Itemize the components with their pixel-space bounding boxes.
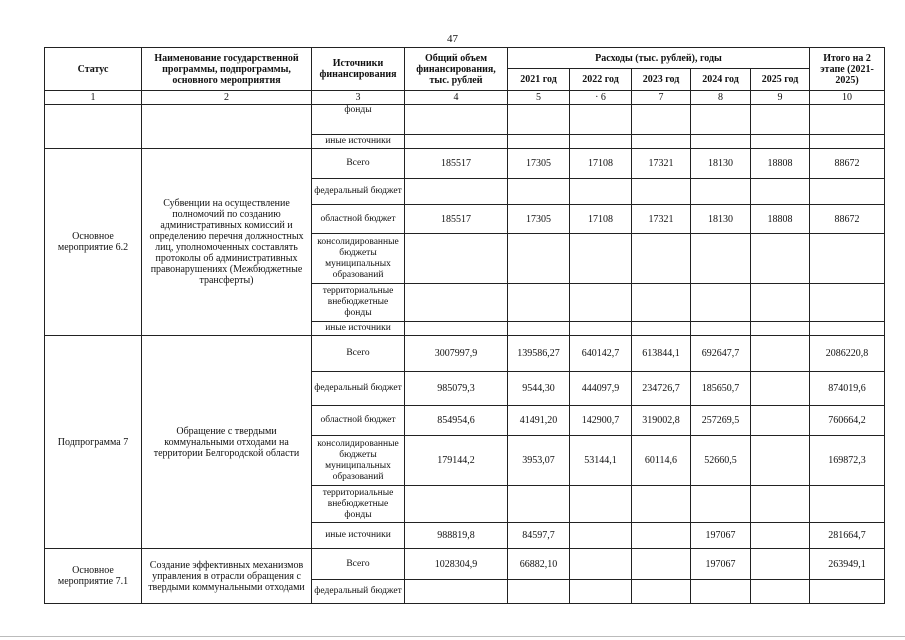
- source-cell: федеральный бюджет: [312, 179, 405, 205]
- value-cell: [405, 580, 508, 604]
- value-cell: 18130: [691, 205, 751, 234]
- value-cell: [570, 486, 632, 523]
- source-cell: Всего: [312, 149, 405, 179]
- value-cell: [632, 135, 691, 149]
- value-cell: 640142,7: [570, 336, 632, 372]
- source-cell: областной бюджет: [312, 205, 405, 234]
- value-cell: 319002,8: [632, 406, 691, 436]
- name-cell: [142, 105, 312, 149]
- column-number: 4: [405, 91, 508, 105]
- value-cell: [570, 105, 632, 135]
- value-cell: 854954,6: [405, 406, 508, 436]
- value-cell: 17321: [632, 149, 691, 179]
- value-cell: [751, 486, 810, 523]
- header-status: Статус: [45, 48, 142, 91]
- source-cell: федеральный бюджет: [312, 372, 405, 406]
- value-cell: [632, 523, 691, 549]
- value-cell: 60114,6: [632, 436, 691, 486]
- header-year: 2023 год: [632, 69, 691, 91]
- value-cell: 185650,7: [691, 372, 751, 406]
- header-year: 2022 год: [570, 69, 632, 91]
- value-cell: [632, 549, 691, 580]
- value-cell: 18130: [691, 149, 751, 179]
- value-cell: 234726,7: [632, 372, 691, 406]
- header-year: 2021 год: [508, 69, 570, 91]
- value-cell: 988819,8: [405, 523, 508, 549]
- header-name: Наименование государственной программы, подпрограммы, основного мероприятия: [142, 48, 312, 91]
- value-cell: [751, 406, 810, 436]
- column-number: 10: [810, 91, 885, 105]
- page-number: 47: [447, 33, 458, 45]
- value-cell: 263949,1: [810, 549, 885, 580]
- value-cell: [751, 336, 810, 372]
- source-cell: иные источники: [312, 135, 405, 149]
- value-cell: 88672: [810, 149, 885, 179]
- value-cell: 169872,3: [810, 436, 885, 486]
- value-cell: [751, 523, 810, 549]
- value-cell: [405, 105, 508, 135]
- value-cell: [810, 105, 885, 135]
- value-cell: [632, 322, 691, 336]
- value-cell: 66882,10: [508, 549, 570, 580]
- value-cell: 139586,27: [508, 336, 570, 372]
- value-cell: [570, 549, 632, 580]
- source-cell: федеральный бюджет: [312, 580, 405, 604]
- column-number: 5: [508, 91, 570, 105]
- value-cell: 84597,7: [508, 523, 570, 549]
- value-cell: 53144,1: [570, 436, 632, 486]
- value-cell: [751, 580, 810, 604]
- value-cell: [570, 322, 632, 336]
- value-cell: [405, 322, 508, 336]
- value-cell: 17108: [570, 205, 632, 234]
- value-cell: 3007997,9: [405, 336, 508, 372]
- value-cell: [691, 486, 751, 523]
- value-cell: [751, 549, 810, 580]
- status-cell: Основное мероприятие 6.2: [45, 149, 142, 336]
- value-cell: 88672: [810, 205, 885, 234]
- value-cell: 613844,1: [632, 336, 691, 372]
- value-cell: 2086220,8: [810, 336, 885, 372]
- name-cell: Создание эффективных механизмов управления в отрасли обращения с твердыми коммунальными отходами: [142, 549, 312, 604]
- value-cell: [508, 179, 570, 205]
- header-expenses-group: Расходы (тыс. рублей), годы: [508, 48, 810, 69]
- value-cell: [691, 135, 751, 149]
- source-cell: Всего: [312, 549, 405, 580]
- value-cell: 17305: [508, 149, 570, 179]
- value-cell: 18808: [751, 149, 810, 179]
- value-cell: [691, 234, 751, 284]
- table-row: [45, 336, 885, 372]
- value-cell: [570, 234, 632, 284]
- value-cell: 17108: [570, 149, 632, 179]
- value-cell: [810, 234, 885, 284]
- value-cell: 257269,5: [691, 406, 751, 436]
- value-cell: 185517: [405, 149, 508, 179]
- source-cell: территориальные внебюджетные фонды: [312, 486, 405, 523]
- column-number: 1: [45, 91, 142, 105]
- value-cell: 281664,7: [810, 523, 885, 549]
- value-cell: 9544,30: [508, 372, 570, 406]
- value-cell: [508, 580, 570, 604]
- value-cell: [570, 523, 632, 549]
- value-cell: [751, 135, 810, 149]
- header-year: 2025 год: [751, 69, 810, 91]
- value-cell: 52660,5: [691, 436, 751, 486]
- column-number: 3: [312, 91, 405, 105]
- value-cell: [508, 486, 570, 523]
- value-cell: 185517: [405, 205, 508, 234]
- column-number-row: [45, 91, 885, 105]
- header-itogo: Итого на 2 этапе (2021-2025): [810, 48, 885, 91]
- value-cell: [632, 234, 691, 284]
- value-cell: 197067: [691, 523, 751, 549]
- value-cell: [691, 179, 751, 205]
- value-cell: 197067: [691, 549, 751, 580]
- page-edge-divider: [0, 636, 905, 637]
- value-cell: [508, 322, 570, 336]
- name-cell: Обращение с твердыми коммунальными отходами на территории Белгородской области: [142, 336, 312, 549]
- value-cell: 1028304,9: [405, 549, 508, 580]
- value-cell: [751, 179, 810, 205]
- value-cell: [810, 284, 885, 322]
- source-cell: территориальные внебюджетные фонды: [312, 284, 405, 322]
- source-cell: иные источники: [312, 322, 405, 336]
- value-cell: [632, 105, 691, 135]
- value-cell: [691, 284, 751, 322]
- value-cell: [508, 105, 570, 135]
- status-cell: Основное мероприятие 7.1: [45, 549, 142, 604]
- value-cell: 41491,20: [508, 406, 570, 436]
- name-cell: Субвенции на осуществление полномочий по созданию административных комиссий и определению перечня должностных лиц, уполномоченных составлять протоколы об административных правонарушениях (Межбюджетные трансферты): [142, 149, 312, 336]
- status-cell: Подпрограмма 7: [45, 336, 142, 549]
- column-number: 9: [751, 91, 810, 105]
- source-cell: Всего: [312, 336, 405, 372]
- value-cell: [405, 284, 508, 322]
- column-number: 7: [632, 91, 691, 105]
- table-row: [45, 549, 885, 580]
- source-cell: областной бюджет: [312, 406, 405, 436]
- value-cell: [810, 486, 885, 523]
- value-cell: [751, 436, 810, 486]
- header-year: 2024 год: [691, 69, 751, 91]
- source-cell: фонды: [312, 105, 405, 135]
- value-cell: [810, 322, 885, 336]
- value-cell: [405, 486, 508, 523]
- value-cell: [405, 234, 508, 284]
- table-row: [45, 149, 885, 179]
- source-cell: консолидированные бюджеты муниципальных образований: [312, 234, 405, 284]
- value-cell: [570, 179, 632, 205]
- value-cell: [691, 580, 751, 604]
- value-cell: [570, 580, 632, 604]
- value-cell: [751, 284, 810, 322]
- value-cell: 874019,6: [810, 372, 885, 406]
- value-cell: 179144,2: [405, 436, 508, 486]
- value-cell: [405, 179, 508, 205]
- value-cell: [751, 234, 810, 284]
- value-cell: 3953,07: [508, 436, 570, 486]
- status-cell: [45, 105, 142, 149]
- value-cell: [691, 105, 751, 135]
- value-cell: [508, 284, 570, 322]
- source-cell: консолидированные бюджеты муниципальных образований: [312, 436, 405, 486]
- header-total-volume: Общий объем финансирования, тыс. рублей: [405, 48, 508, 91]
- value-cell: 760664,2: [810, 406, 885, 436]
- column-number: · 6: [570, 91, 632, 105]
- value-cell: 142900,7: [570, 406, 632, 436]
- table-row: [45, 105, 885, 135]
- value-cell: [632, 284, 691, 322]
- value-cell: [810, 580, 885, 604]
- value-cell: 985079,3: [405, 372, 508, 406]
- value-cell: [632, 486, 691, 523]
- value-cell: [751, 322, 810, 336]
- column-number: 8: [691, 91, 751, 105]
- value-cell: [751, 105, 810, 135]
- header-row-1: [45, 48, 885, 69]
- financing-table: [44, 47, 885, 604]
- value-cell: 18808: [751, 205, 810, 234]
- value-cell: [632, 580, 691, 604]
- column-number: 2: [142, 91, 312, 105]
- value-cell: [632, 179, 691, 205]
- value-cell: [508, 234, 570, 284]
- value-cell: [751, 372, 810, 406]
- value-cell: 17305: [508, 205, 570, 234]
- value-cell: [508, 135, 570, 149]
- value-cell: 17321: [632, 205, 691, 234]
- value-cell: [810, 179, 885, 205]
- value-cell: 692647,7: [691, 336, 751, 372]
- header-sources: Источники финансирования: [312, 48, 405, 91]
- value-cell: [570, 284, 632, 322]
- value-cell: [570, 135, 632, 149]
- source-cell: иные источники: [312, 523, 405, 549]
- value-cell: 444097,9: [570, 372, 632, 406]
- value-cell: [810, 135, 885, 149]
- value-cell: [691, 322, 751, 336]
- value-cell: [405, 135, 508, 149]
